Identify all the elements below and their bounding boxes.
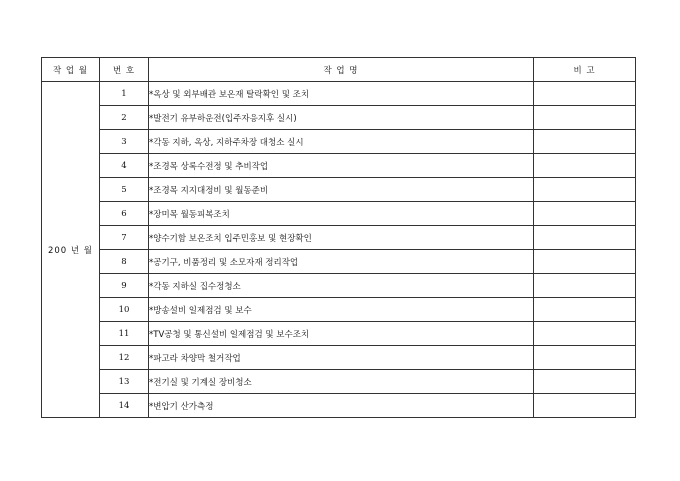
note-cell — [534, 394, 636, 418]
note-cell — [534, 274, 636, 298]
row-number: 5 — [100, 178, 149, 202]
row-number: 13 — [100, 370, 149, 394]
table-row — [42, 298, 636, 322]
task-name: *각동 지하실 집수정청소 — [149, 274, 534, 298]
table-row — [42, 322, 636, 346]
note-cell — [534, 370, 636, 394]
row-number: 11 — [100, 322, 149, 346]
task-name: *공기구, 비품정리 및 소모자재 정리작업 — [149, 250, 534, 274]
task-name: *조경목 상록수전정 및 추비작업 — [149, 154, 534, 178]
table-row — [42, 274, 636, 298]
task-name: *전기실 및 기계실 장비청소 — [149, 370, 534, 394]
row-number: 1 — [100, 82, 149, 106]
task-name: *방송설비 일제점검 및 보수 — [149, 298, 534, 322]
table-row — [42, 250, 636, 274]
row-number: 8 — [100, 250, 149, 274]
task-name: *변압기 산가측정 — [149, 394, 534, 418]
header-number: 번 호 — [100, 58, 149, 82]
table-row — [42, 370, 636, 394]
row-number: 2 — [100, 106, 149, 130]
header-row — [42, 58, 636, 82]
row-number: 4 — [100, 154, 149, 178]
table-row — [42, 226, 636, 250]
note-cell — [534, 250, 636, 274]
task-name: *양수기함 보온조치 입주민홍보 및 현장확인 — [149, 226, 534, 250]
task-name: *장미목 월동피복조치 — [149, 202, 534, 226]
note-cell — [534, 298, 636, 322]
work-schedule-table — [41, 57, 636, 418]
row-number: 6 — [100, 202, 149, 226]
table-row — [42, 130, 636, 154]
row-number: 10 — [100, 298, 149, 322]
note-cell — [534, 154, 636, 178]
note-cell — [534, 226, 636, 250]
note-cell — [534, 82, 636, 106]
row-number: 12 — [100, 346, 149, 370]
table-row — [42, 178, 636, 202]
header-task: 작 업 명 — [149, 58, 534, 82]
table-row — [42, 346, 636, 370]
task-name: *TV공청 및 통신설비 일제점검 및 보수조치 — [149, 322, 534, 346]
work-month-cell: 200 년 월 — [42, 82, 100, 418]
header-note: 비 고 — [534, 58, 636, 82]
note-cell — [534, 346, 636, 370]
row-number: 9 — [100, 274, 149, 298]
table-row — [42, 106, 636, 130]
task-name: *옥상 및 외부배관 보온재 탈락확인 및 조치 — [149, 82, 534, 106]
table-row — [42, 154, 636, 178]
note-cell — [534, 106, 636, 130]
note-cell — [534, 322, 636, 346]
task-name: *발전기 유부하운전(입주자응지후 실시) — [149, 106, 534, 130]
row-number: 3 — [100, 130, 149, 154]
table-row — [42, 202, 636, 226]
task-name: *파고라 차양막 철거작업 — [149, 346, 534, 370]
table-row — [42, 82, 636, 106]
row-number: 7 — [100, 226, 149, 250]
task-name: *조경목 지지대정비 및 월동준비 — [149, 178, 534, 202]
row-number: 14 — [100, 394, 149, 418]
note-cell — [534, 130, 636, 154]
note-cell — [534, 202, 636, 226]
note-cell — [534, 178, 636, 202]
header-month: 작 업 월 — [42, 58, 100, 82]
table-row — [42, 394, 636, 418]
task-name: *각동 지하, 옥상, 지하주차장 대청소 실시 — [149, 130, 534, 154]
